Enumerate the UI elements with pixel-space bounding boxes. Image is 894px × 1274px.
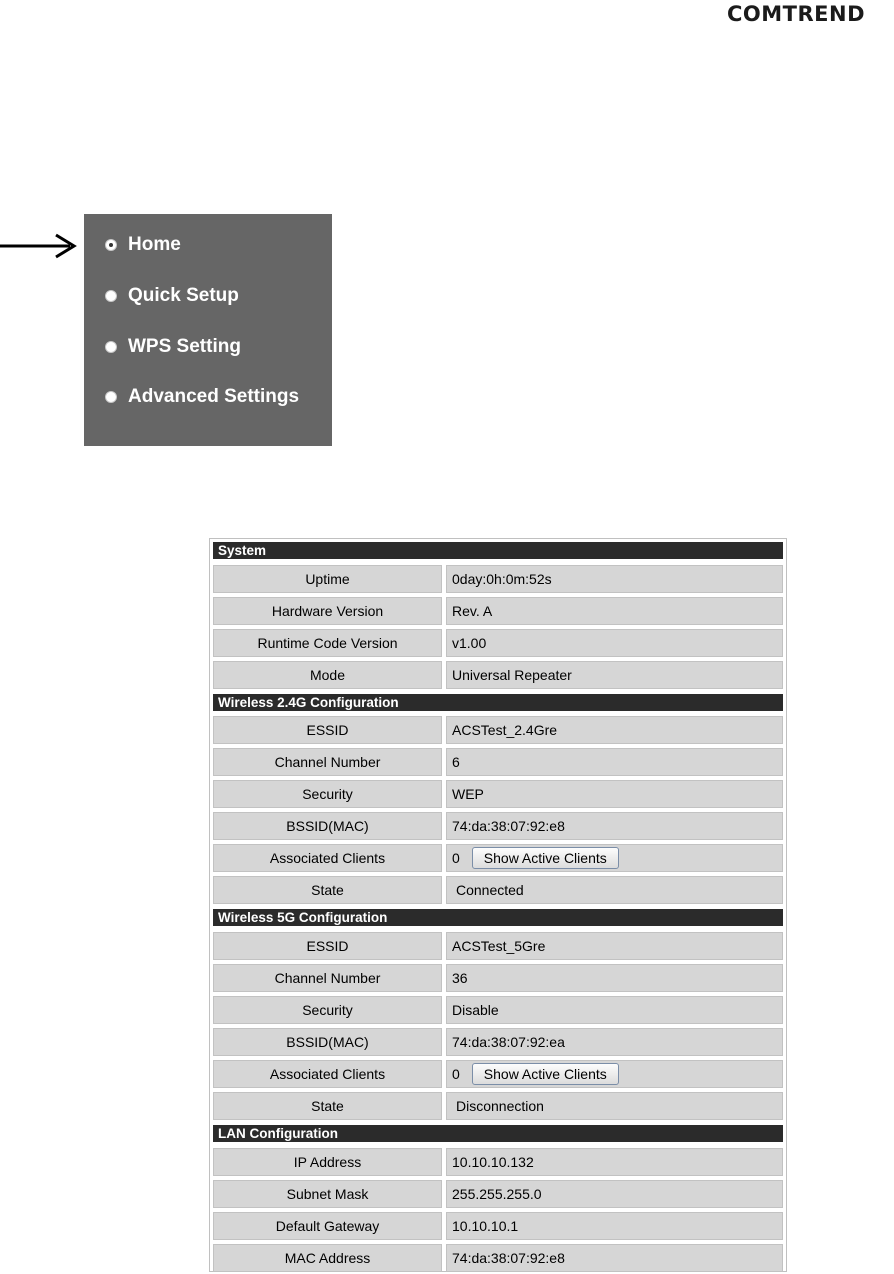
row-state-24g	[213, 876, 783, 904]
menu-item-quick-setup[interactable]	[84, 282, 332, 310]
row-label: Channel Number	[213, 748, 442, 776]
row-label: Security	[213, 780, 442, 808]
row-label: IP Address	[213, 1148, 442, 1176]
row-associated-clients-5g	[213, 1060, 783, 1088]
show-active-clients-24g-button[interactable]: Show Active Clients	[472, 847, 619, 869]
menu-item-advanced-settings[interactable]	[84, 383, 332, 411]
row-value-with-button	[446, 844, 783, 872]
row-label: BSSID(MAC)	[213, 812, 442, 840]
section-header-wireless-24g: Wireless 2.4G Configuration	[213, 694, 783, 711]
row-bssid-24g	[213, 812, 783, 840]
status-panel	[209, 538, 787, 1272]
right-arrow-icon	[0, 232, 80, 260]
row-value	[446, 1092, 783, 1120]
row-value: 36	[446, 964, 783, 992]
menu-item-wps-setting[interactable]	[84, 333, 332, 361]
row-value: WEP	[446, 780, 783, 808]
row-value: 0day:0h:0m:52s	[446, 565, 783, 593]
menu-item-label: Home	[128, 234, 181, 255]
menu-item-label: WPS Setting	[128, 336, 241, 357]
row-ip-address	[213, 1148, 783, 1176]
section-header-system: System	[213, 542, 783, 559]
radio-bullet-icon	[105, 290, 117, 302]
row-label: Associated Clients	[213, 1060, 442, 1088]
row-security-5g	[213, 996, 783, 1024]
menu-item-label: Advanced Settings	[128, 386, 300, 407]
row-value: ACSTest_5Gre	[446, 932, 783, 960]
row-runtime-code-version	[213, 629, 783, 657]
row-label: Mode	[213, 661, 442, 689]
row-bssid-5g	[213, 1028, 783, 1056]
row-subnet-mask	[213, 1180, 783, 1208]
row-label: MAC Address	[213, 1244, 442, 1272]
section-header-lan: LAN Configuration	[213, 1125, 783, 1142]
row-label: ESSID	[213, 932, 442, 960]
row-hardware-version	[213, 597, 783, 625]
comtrend-logo: COMTREND	[727, 2, 866, 26]
menu-item-label: Quick Setup	[128, 285, 239, 306]
row-value: 10.10.10.132	[446, 1148, 783, 1176]
section-header-wireless-5g: Wireless 5G Configuration	[213, 909, 783, 926]
row-value: Universal Repeater	[446, 661, 783, 689]
radio-bullet-icon	[105, 239, 117, 251]
row-label: State	[213, 1092, 442, 1120]
row-value: Rev. A	[446, 597, 783, 625]
row-label: Security	[213, 996, 442, 1024]
row-essid-5g	[213, 932, 783, 960]
row-mode	[213, 661, 783, 689]
state-value: Disconnection	[456, 1098, 544, 1114]
row-state-5g	[213, 1092, 783, 1120]
main-menu	[84, 214, 332, 446]
row-label: State	[213, 876, 442, 904]
row-channel-5g	[213, 964, 783, 992]
row-value: ACSTest_2.4Gre	[446, 716, 783, 744]
row-value	[446, 876, 783, 904]
row-label: Uptime	[213, 565, 442, 593]
row-essid-24g	[213, 716, 783, 744]
row-value: 74:da:38:07:92:e8	[446, 1244, 783, 1272]
row-value: 74:da:38:07:92:e8	[446, 812, 783, 840]
radio-bullet-icon	[105, 341, 117, 353]
associated-clients-count: 0	[452, 1066, 460, 1082]
row-value-with-button	[446, 1060, 783, 1088]
show-active-clients-5g-button[interactable]: Show Active Clients	[472, 1063, 619, 1085]
row-default-gateway	[213, 1212, 783, 1240]
row-value: 6	[446, 748, 783, 776]
row-mac-address	[213, 1244, 783, 1272]
row-value: 255.255.255.0	[446, 1180, 783, 1208]
row-label: BSSID(MAC)	[213, 1028, 442, 1056]
row-channel-24g	[213, 748, 783, 776]
menu-item-home[interactable]	[84, 231, 332, 259]
row-label: Channel Number	[213, 964, 442, 992]
row-label: Default Gateway	[213, 1212, 442, 1240]
radio-bullet-icon	[105, 391, 117, 403]
associated-clients-count: 0	[452, 850, 460, 866]
state-value: Connected	[456, 882, 524, 898]
row-label: Hardware Version	[213, 597, 442, 625]
row-label: ESSID	[213, 716, 442, 744]
row-value: 10.10.10.1	[446, 1212, 783, 1240]
row-label: Associated Clients	[213, 844, 442, 872]
row-label: Runtime Code Version	[213, 629, 442, 657]
row-uptime	[213, 565, 783, 593]
row-value: Disable	[446, 996, 783, 1024]
row-security-24g	[213, 780, 783, 808]
row-associated-clients-24g	[213, 844, 783, 872]
row-value: 74:da:38:07:92:ea	[446, 1028, 783, 1056]
row-label: Subnet Mask	[213, 1180, 442, 1208]
row-value: v1.00	[446, 629, 783, 657]
